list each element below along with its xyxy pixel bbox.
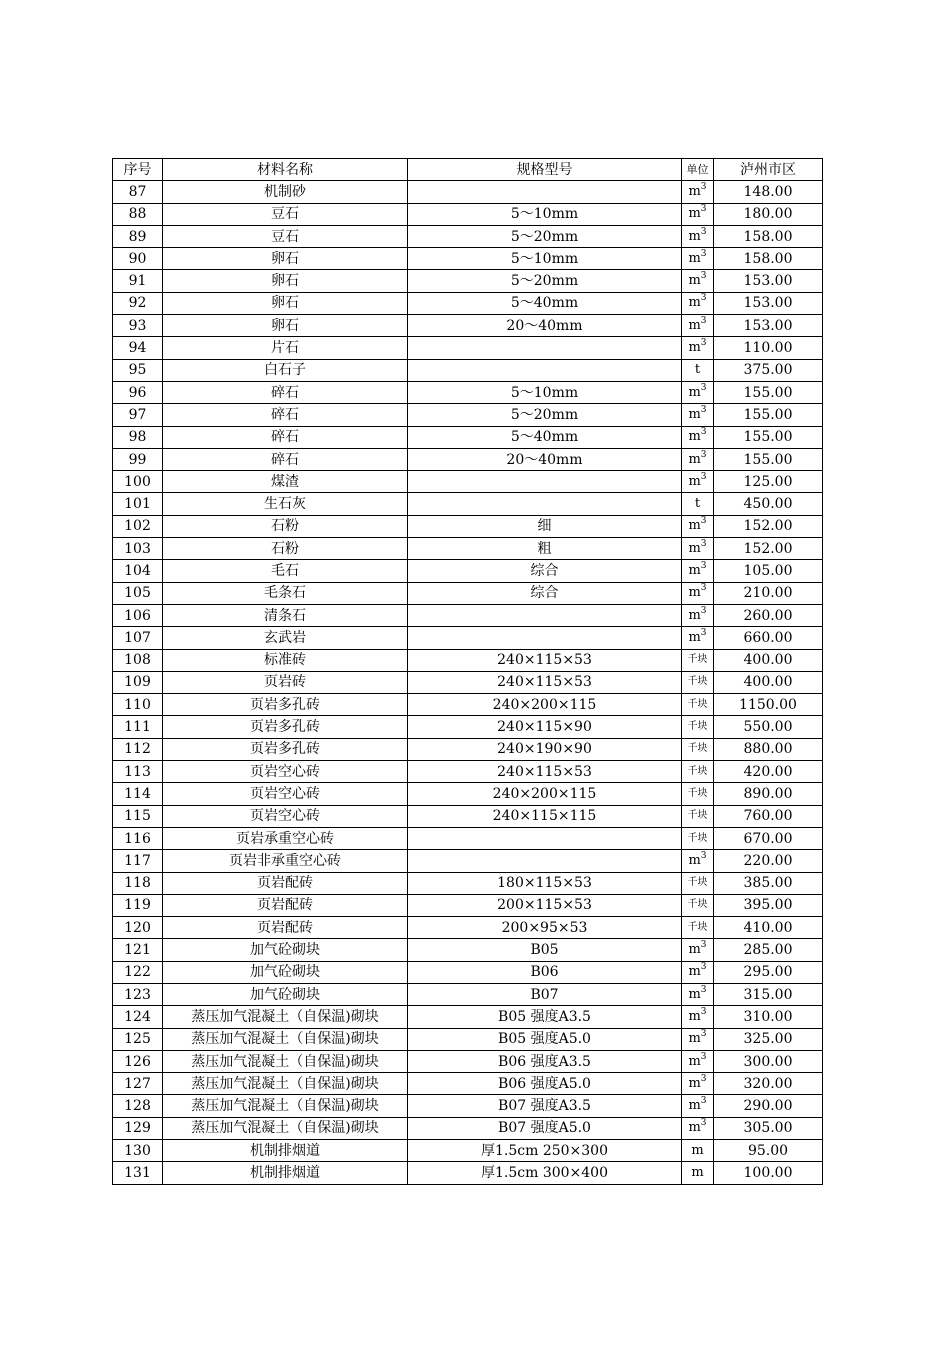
cell-unit: $m^3$ (682, 582, 714, 604)
cell-unit: $m^3$ (682, 203, 714, 225)
table-row (113, 1140, 823, 1162)
cell-material-name: 蒸压加气混凝土（自保温)砌块 (163, 1117, 408, 1139)
price-table-container (112, 158, 822, 1185)
material-price-table (112, 158, 823, 1185)
cell-unit: $m^3$ (682, 1006, 714, 1028)
cell-price: 320.00 (714, 1073, 823, 1095)
header-unit: 单位 (682, 159, 714, 181)
cell-material-name: 机制砂 (163, 181, 408, 203)
cell-unit: $m^3$ (682, 292, 714, 314)
table-row (113, 1050, 823, 1072)
cell-price: 295.00 (714, 961, 823, 983)
cell-spec: 240×190×90 (408, 738, 682, 760)
cell-index: 103 (113, 538, 163, 560)
cell-price: 153.00 (714, 315, 823, 337)
cell-price: 315.00 (714, 983, 823, 1005)
cell-spec: B06 (408, 961, 682, 983)
cell-price: 550.00 (714, 716, 823, 738)
header-spec: 规格型号 (408, 159, 682, 181)
cell-index: 119 (113, 894, 163, 916)
table-row (113, 404, 823, 426)
cell-price: 325.00 (714, 1028, 823, 1050)
cell-material-name: 页岩多孔砖 (163, 716, 408, 738)
cell-index: 91 (113, 270, 163, 292)
cell-material-name: 机制排烟道 (163, 1162, 408, 1184)
cell-material-name: 清条石 (163, 604, 408, 626)
cell-material-name: 卵石 (163, 315, 408, 337)
cell-spec: 20～40mm (408, 315, 682, 337)
cell-unit: $m^3$ (682, 560, 714, 582)
table-row (113, 582, 823, 604)
cell-price: 95.00 (714, 1140, 823, 1162)
header-price-luzhou: 泸州市区 (714, 159, 823, 181)
cell-spec: 5～10mm (408, 381, 682, 403)
cell-spec: B05 (408, 939, 682, 961)
cell-spec: B06 强度A3.5 (408, 1050, 682, 1072)
cell-spec: 240×115×90 (408, 716, 682, 738)
table-row (113, 1095, 823, 1117)
cell-material-name: 蒸压加气混凝土（自保温)砌块 (163, 1073, 408, 1095)
cell-price: 290.00 (714, 1095, 823, 1117)
cell-unit: t (682, 493, 714, 515)
cell-price: 375.00 (714, 359, 823, 381)
table-row (113, 381, 823, 403)
table-row (113, 337, 823, 359)
cell-unit: $m^3$ (682, 538, 714, 560)
cell-index: 111 (113, 716, 163, 738)
cell-price: 180.00 (714, 203, 823, 225)
table-row (113, 827, 823, 849)
cell-material-name: 页岩配砖 (163, 872, 408, 894)
cell-price: 100.00 (714, 1162, 823, 1184)
cell-price: 760.00 (714, 805, 823, 827)
cell-spec: 粗 (408, 538, 682, 560)
cell-price: 220.00 (714, 850, 823, 872)
cell-unit: $m^3$ (682, 1117, 714, 1139)
cell-unit: $m^3$ (682, 315, 714, 337)
cell-price: 158.00 (714, 248, 823, 270)
cell-spec: 5～40mm (408, 292, 682, 314)
header-material-name: 材料名称 (163, 159, 408, 181)
cell-price: 1150.00 (714, 694, 823, 716)
cell-index: 88 (113, 203, 163, 225)
cell-unit: m (682, 1140, 714, 1162)
table-row (113, 1006, 823, 1028)
table-row (113, 983, 823, 1005)
cell-spec (408, 181, 682, 203)
table-row (113, 181, 823, 203)
table-row (113, 560, 823, 582)
cell-index: 98 (113, 426, 163, 448)
cell-spec: 综合 (408, 560, 682, 582)
cell-index: 115 (113, 805, 163, 827)
cell-unit: t (682, 359, 714, 381)
cell-price: 105.00 (714, 560, 823, 582)
cell-price: 400.00 (714, 649, 823, 671)
cell-material-name: 碎石 (163, 426, 408, 448)
cell-spec: 200×115×53 (408, 894, 682, 916)
table-row (113, 805, 823, 827)
table-row (113, 894, 823, 916)
cell-price: 450.00 (714, 493, 823, 515)
table-row (113, 315, 823, 337)
cell-material-name: 页岩承重空心砖 (163, 827, 408, 849)
cell-index: 104 (113, 560, 163, 582)
cell-index: 131 (113, 1162, 163, 1184)
cell-index: 118 (113, 872, 163, 894)
table-row (113, 359, 823, 381)
cell-material-name: 页岩配砖 (163, 917, 408, 939)
cell-spec (408, 627, 682, 649)
cell-unit: 千块 (682, 872, 714, 894)
cell-material-name: 加气砼砌块 (163, 961, 408, 983)
cell-unit: $m^3$ (682, 337, 714, 359)
cell-index: 114 (113, 783, 163, 805)
table-row (113, 761, 823, 783)
cell-spec (408, 604, 682, 626)
table-row (113, 493, 823, 515)
cell-price: 310.00 (714, 1006, 823, 1028)
cell-spec: 5～20mm (408, 225, 682, 247)
cell-spec: 240×115×53 (408, 761, 682, 783)
cell-unit: 千块 (682, 649, 714, 671)
cell-index: 102 (113, 515, 163, 537)
cell-unit: $m^3$ (682, 850, 714, 872)
cell-unit: $m^3$ (682, 604, 714, 626)
cell-unit: 千块 (682, 716, 714, 738)
cell-spec: 5～20mm (408, 270, 682, 292)
cell-index: 105 (113, 582, 163, 604)
cell-price: 110.00 (714, 337, 823, 359)
cell-index: 127 (113, 1073, 163, 1095)
table-row (113, 850, 823, 872)
cell-spec: 240×115×53 (408, 649, 682, 671)
cell-price: 400.00 (714, 671, 823, 693)
cell-price: 670.00 (714, 827, 823, 849)
cell-index: 113 (113, 761, 163, 783)
cell-index: 126 (113, 1050, 163, 1072)
cell-spec: 240×115×115 (408, 805, 682, 827)
cell-unit: 千块 (682, 917, 714, 939)
cell-index: 120 (113, 917, 163, 939)
header-index: 序号 (113, 159, 163, 181)
cell-index: 116 (113, 827, 163, 849)
cell-spec (408, 827, 682, 849)
cell-spec: B06 强度A5.0 (408, 1073, 682, 1095)
table-header-row (113, 159, 823, 181)
cell-index: 125 (113, 1028, 163, 1050)
cell-spec: 200×95×53 (408, 917, 682, 939)
cell-unit: $m^3$ (682, 225, 714, 247)
cell-unit: 千块 (682, 761, 714, 783)
cell-material-name: 蒸压加气混凝土（自保温)砌块 (163, 1095, 408, 1117)
table-row (113, 1162, 823, 1184)
cell-spec: B05 强度A3.5 (408, 1006, 682, 1028)
cell-index: 112 (113, 738, 163, 760)
cell-index: 121 (113, 939, 163, 961)
cell-price: 660.00 (714, 627, 823, 649)
cell-index: 108 (113, 649, 163, 671)
cell-unit: $m^3$ (682, 181, 714, 203)
cell-material-name: 加气砼砌块 (163, 983, 408, 1005)
cell-unit: 千块 (682, 805, 714, 827)
cell-material-name: 标准砖 (163, 649, 408, 671)
cell-spec: 20～40mm (408, 448, 682, 470)
cell-index: 97 (113, 404, 163, 426)
table-row (113, 671, 823, 693)
cell-index: 87 (113, 181, 163, 203)
cell-price: 260.00 (714, 604, 823, 626)
cell-spec: B07 强度A3.5 (408, 1095, 682, 1117)
cell-material-name: 页岩多孔砖 (163, 738, 408, 760)
cell-spec (408, 359, 682, 381)
cell-index: 123 (113, 983, 163, 1005)
cell-price: 395.00 (714, 894, 823, 916)
cell-index: 110 (113, 694, 163, 716)
cell-material-name: 碎石 (163, 448, 408, 470)
cell-spec: 5～40mm (408, 426, 682, 448)
cell-price: 148.00 (714, 181, 823, 203)
cell-unit: 千块 (682, 783, 714, 805)
cell-material-name: 碎石 (163, 404, 408, 426)
cell-price: 155.00 (714, 381, 823, 403)
cell-material-name: 页岩空心砖 (163, 805, 408, 827)
cell-spec: B07 (408, 983, 682, 1005)
cell-spec: 5～10mm (408, 203, 682, 225)
cell-index: 89 (113, 225, 163, 247)
cell-index: 124 (113, 1006, 163, 1028)
cell-material-name: 煤渣 (163, 471, 408, 493)
table-row (113, 448, 823, 470)
cell-price: 285.00 (714, 939, 823, 961)
cell-price: 155.00 (714, 448, 823, 470)
cell-unit: $m^3$ (682, 983, 714, 1005)
cell-material-name: 蒸压加气混凝土（自保温)砌块 (163, 1050, 408, 1072)
cell-price: 152.00 (714, 538, 823, 560)
table-row (113, 1073, 823, 1095)
cell-spec: 厚1.5cm 300×400 (408, 1162, 682, 1184)
cell-spec: 240×115×53 (408, 671, 682, 693)
cell-index: 96 (113, 381, 163, 403)
table-row (113, 538, 823, 560)
cell-spec (408, 850, 682, 872)
cell-material-name: 卵石 (163, 270, 408, 292)
cell-unit: $m^3$ (682, 1095, 714, 1117)
cell-material-name: 页岩非承重空心砖 (163, 850, 408, 872)
cell-price: 155.00 (714, 404, 823, 426)
table-row (113, 225, 823, 247)
table-row (113, 694, 823, 716)
table-row (113, 1028, 823, 1050)
table-row (113, 515, 823, 537)
cell-price: 305.00 (714, 1117, 823, 1139)
cell-unit: $m^3$ (682, 1050, 714, 1072)
table-row (113, 292, 823, 314)
cell-spec (408, 337, 682, 359)
cell-material-name: 页岩砖 (163, 671, 408, 693)
cell-material-name: 卵石 (163, 292, 408, 314)
cell-unit: $m^3$ (682, 1073, 714, 1095)
cell-price: 890.00 (714, 783, 823, 805)
table-row (113, 270, 823, 292)
cell-spec (408, 493, 682, 515)
table-row (113, 783, 823, 805)
cell-index: 99 (113, 448, 163, 470)
cell-material-name: 玄武岩 (163, 627, 408, 649)
cell-unit: 千块 (682, 694, 714, 716)
cell-spec: 5～20mm (408, 404, 682, 426)
cell-index: 93 (113, 315, 163, 337)
cell-unit: $m^3$ (682, 270, 714, 292)
table-row (113, 649, 823, 671)
cell-material-name: 石粉 (163, 538, 408, 560)
cell-price: 410.00 (714, 917, 823, 939)
cell-price: 152.00 (714, 515, 823, 537)
cell-spec: 细 (408, 515, 682, 537)
cell-spec: 5～10mm (408, 248, 682, 270)
cell-unit: $m^3$ (682, 1028, 714, 1050)
cell-material-name: 毛条石 (163, 582, 408, 604)
cell-material-name: 白石子 (163, 359, 408, 381)
cell-spec: B07 强度A5.0 (408, 1117, 682, 1139)
table-row (113, 1117, 823, 1139)
cell-index: 117 (113, 850, 163, 872)
cell-material-name: 机制排烟道 (163, 1140, 408, 1162)
cell-unit: $m^3$ (682, 426, 714, 448)
cell-material-name: 豆石 (163, 225, 408, 247)
cell-spec: B05 强度A5.0 (408, 1028, 682, 1050)
table-row (113, 203, 823, 225)
table-row (113, 716, 823, 738)
cell-index: 100 (113, 471, 163, 493)
cell-price: 153.00 (714, 270, 823, 292)
cell-spec: 综合 (408, 582, 682, 604)
cell-material-name: 卵石 (163, 248, 408, 270)
cell-material-name: 加气砼砌块 (163, 939, 408, 961)
table-row (113, 248, 823, 270)
cell-unit: $m^3$ (682, 961, 714, 983)
cell-material-name: 豆石 (163, 203, 408, 225)
cell-spec (408, 471, 682, 493)
cell-price: 153.00 (714, 292, 823, 314)
cell-material-name: 毛石 (163, 560, 408, 582)
cell-index: 90 (113, 248, 163, 270)
cell-price: 300.00 (714, 1050, 823, 1072)
cell-price: 155.00 (714, 426, 823, 448)
cell-unit: m (682, 1162, 714, 1184)
cell-unit: $m^3$ (682, 939, 714, 961)
cell-index: 101 (113, 493, 163, 515)
table-row (113, 872, 823, 894)
cell-material-name: 蒸压加气混凝土（自保温)砌块 (163, 1006, 408, 1028)
table-row (113, 627, 823, 649)
cell-price: 210.00 (714, 582, 823, 604)
cell-spec: 240×200×115 (408, 694, 682, 716)
table-row (113, 604, 823, 626)
cell-spec: 180×115×53 (408, 872, 682, 894)
cell-index: 107 (113, 627, 163, 649)
cell-index: 92 (113, 292, 163, 314)
cell-unit: $m^3$ (682, 404, 714, 426)
cell-material-name: 碎石 (163, 381, 408, 403)
cell-index: 106 (113, 604, 163, 626)
cell-index: 94 (113, 337, 163, 359)
table-row (113, 917, 823, 939)
cell-unit: 千块 (682, 738, 714, 760)
cell-spec: 240×200×115 (408, 783, 682, 805)
table-row (113, 426, 823, 448)
cell-material-name: 页岩空心砖 (163, 783, 408, 805)
cell-index: 128 (113, 1095, 163, 1117)
cell-price: 880.00 (714, 738, 823, 760)
cell-unit: $m^3$ (682, 248, 714, 270)
cell-material-name: 生石灰 (163, 493, 408, 515)
table-row (113, 471, 823, 493)
cell-material-name: 页岩空心砖 (163, 761, 408, 783)
cell-unit: 千块 (682, 894, 714, 916)
cell-unit: $m^3$ (682, 381, 714, 403)
table-row (113, 939, 823, 961)
cell-material-name: 蒸压加气混凝土（自保温)砌块 (163, 1028, 408, 1050)
table-row (113, 961, 823, 983)
cell-material-name: 页岩多孔砖 (163, 694, 408, 716)
cell-unit: $m^3$ (682, 448, 714, 470)
cell-unit: $m^3$ (682, 627, 714, 649)
cell-price: 125.00 (714, 471, 823, 493)
cell-index: 95 (113, 359, 163, 381)
cell-price: 158.00 (714, 225, 823, 247)
cell-unit: $m^3$ (682, 515, 714, 537)
cell-index: 129 (113, 1117, 163, 1139)
cell-unit: $m^3$ (682, 471, 714, 493)
table-row (113, 738, 823, 760)
cell-unit: 千块 (682, 671, 714, 693)
cell-price: 385.00 (714, 872, 823, 894)
cell-spec: 厚1.5cm 250×300 (408, 1140, 682, 1162)
cell-unit: 千块 (682, 827, 714, 849)
cell-material-name: 页岩配砖 (163, 894, 408, 916)
cell-material-name: 片石 (163, 337, 408, 359)
cell-index: 109 (113, 671, 163, 693)
cell-index: 122 (113, 961, 163, 983)
cell-material-name: 石粉 (163, 515, 408, 537)
cell-index: 130 (113, 1140, 163, 1162)
cell-price: 420.00 (714, 761, 823, 783)
